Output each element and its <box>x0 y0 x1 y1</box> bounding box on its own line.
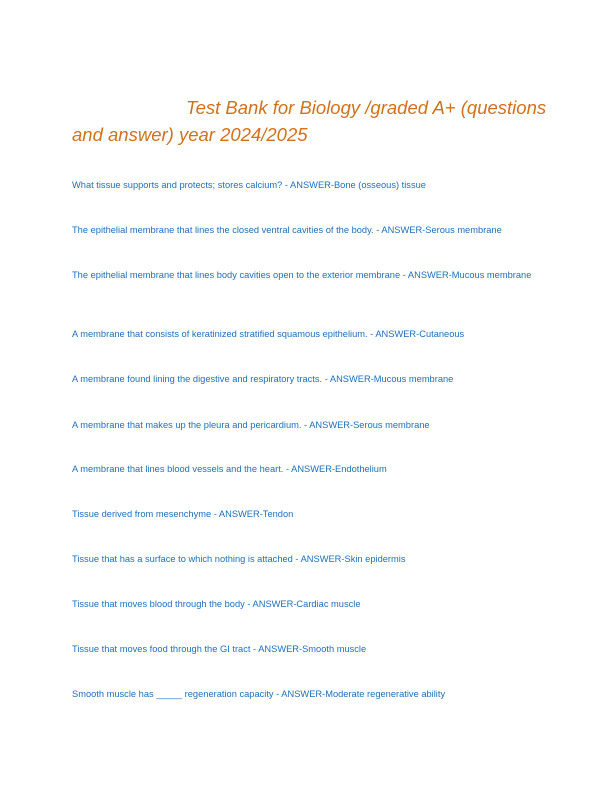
document-title: Test Bank for Biology /graded A+ (questions and answer) year 2024/2025 <box>72 97 547 145</box>
qa-item: Smooth muscle has _____ regeneration capacity - ANSWER-Moderate regenerative ability <box>72 689 446 699</box>
qa-item: A membrane found lining the digestive and respiratory tracts. - ANSWER-Mucous membrane <box>72 374 454 384</box>
qa-item: Tissue that has a surface to which nothing is attached - ANSWER-Skin epidermis <box>72 554 406 564</box>
qa-item: The epithelial membrane that lines body cavities open to the exterior membrane - ANSWER-Mucous membrane <box>72 270 532 280</box>
qa-item: What tissue supports and protects; stores calcium? - ANSWER-Bone (osseous) tissue <box>72 180 426 190</box>
qa-item: A membrane that makes up the pleura and pericardium. - ANSWER-Serous membrane <box>72 420 430 430</box>
qa-item: Tissue that moves food through the GI tract - ANSWER-Smooth muscle <box>72 644 367 654</box>
qa-item: A membrane that lines blood vessels and the heart. - ANSWER-Endothelium <box>72 464 387 474</box>
qa-item: Tissue that moves blood through the body - ANSWER-Cardiac muscle <box>72 599 361 609</box>
qa-item: The epithelial membrane that lines the closed ventral cavities of the body. - ANSWER-Serous membrane <box>72 225 502 235</box>
qa-item: A membrane that consists of keratinized stratified squamous epithelium. - ANSWER-Cutaneous <box>72 329 465 339</box>
qa-item: Tissue derived from mesenchyme - ANSWER-Tendon <box>72 509 294 519</box>
